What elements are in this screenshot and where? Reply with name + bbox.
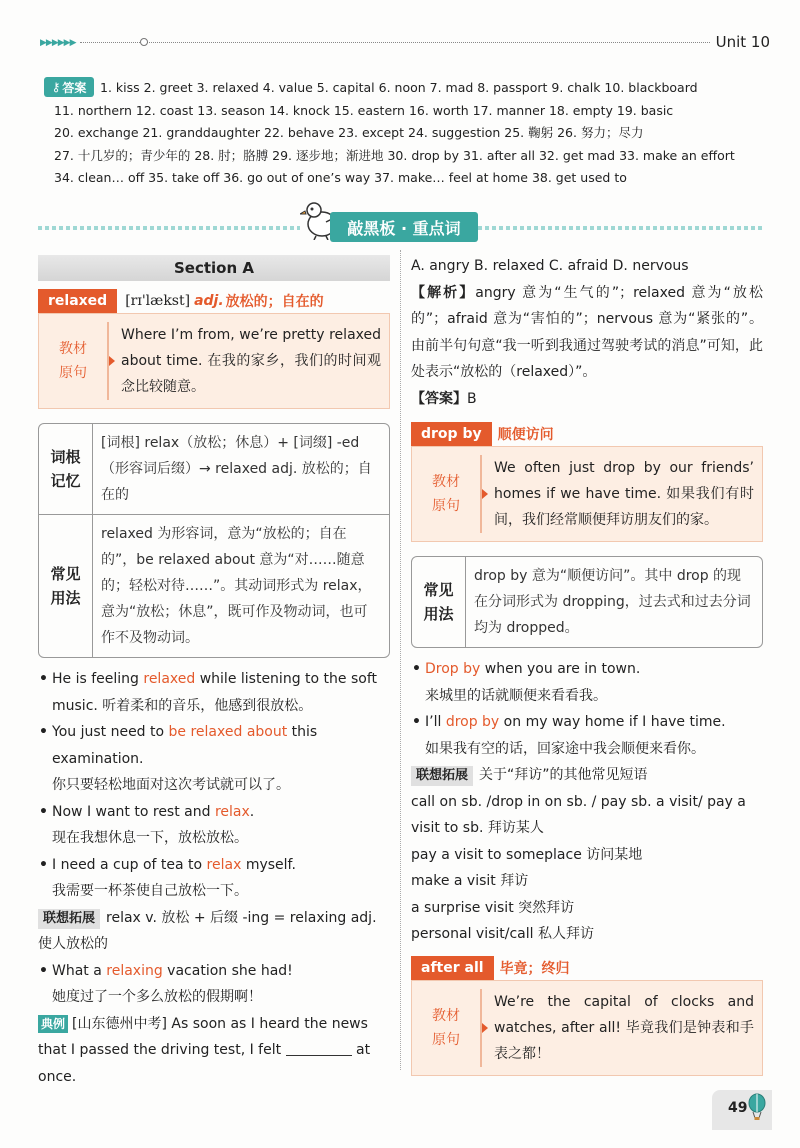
- memory-label-line: 词根: [50, 448, 81, 466]
- source-label: [412, 989, 482, 1067]
- source-label-line: 原句: [59, 365, 87, 381]
- phrase-item: a surprise visit 突然拜访: [411, 899, 575, 916]
- extension-text: 使人放松的: [38, 936, 108, 952]
- unit-label: Unit 10: [715, 33, 770, 51]
- word-tag: after all: [411, 956, 494, 980]
- example-translation: 我需要一杯茶使自己放松一下。: [52, 883, 248, 899]
- source-sentence-box: [411, 980, 763, 1076]
- header-divider: [80, 42, 710, 43]
- highlight-word: relax: [206, 856, 242, 873]
- word-pos: adj.: [194, 293, 224, 309]
- extension-tag: 联想拓展: [411, 766, 473, 786]
- usage-label: [39, 515, 93, 657]
- usage-row: [412, 557, 762, 647]
- usage-text: relaxed 为形容词，意为“放松的；自在的”，be relaxed about 意为“对……随意的；轻松对待……”。其动词形式为 relax，意为“放松；休息”，既可作及物动词，也可作不及物动词。: [101, 526, 372, 646]
- exam-question: [山东德州中考] As soon as I heard the news that I passed the driving test, I felt: [38, 1015, 368, 1058]
- exam-example: [38, 1011, 390, 1091]
- header-arrows-icon: ▶▶▶▶▶▶: [40, 38, 76, 48]
- word-meaning: 毕竟；终归: [499, 960, 570, 977]
- example-sentence: • You just need to be relaxed about this examination.: [38, 719, 390, 772]
- word-tag: drop by: [411, 422, 492, 446]
- balloon-icon: [748, 1093, 766, 1121]
- memory-text: [词根] relax（放松；休息）+ [词缀] -ed（形容词后缀）→ relaxed adj. 放松的；自在的: [101, 435, 372, 503]
- source-label-line: 教材: [432, 474, 460, 490]
- answer-value: B: [467, 390, 477, 407]
- usage-label-line: 用法: [50, 589, 81, 607]
- source-label: [39, 322, 109, 400]
- memory-label-line: 记忆: [50, 472, 81, 490]
- section-title: Section A: [38, 255, 390, 281]
- answer-badge-label: 答案: [62, 80, 87, 95]
- word-meaning: 放松的；自在的: [225, 294, 324, 310]
- source-label-line: 教材: [59, 341, 87, 357]
- highlight-word: relaxed: [143, 671, 196, 687]
- source-label: [412, 455, 482, 533]
- example-sentence: • What a relaxing vacation she had!: [38, 958, 390, 985]
- example-sentence: • Now I want to rest and relax.: [38, 799, 390, 826]
- example-sentence: • I’ll drop by on my way home if I have time.: [411, 709, 763, 736]
- example-list: [411, 656, 763, 948]
- phrase-item: pay a visit to someplace 访问某地: [411, 846, 643, 863]
- usage-label-line: 常见: [423, 581, 454, 599]
- usage-text: drop by 意为“顺便访问”。其中 drop 的现在分词形式为 dropping，过去式和过去分词均为 dropped。: [474, 568, 751, 636]
- phrase-item: call on sb. /drop in on sb. / pay sb. a visit/ pay a visit to sb. 拜访某人: [411, 793, 746, 836]
- answer-line: [411, 386, 763, 413]
- word-entry-header: [411, 422, 763, 446]
- analysis-tag: 【解析】: [411, 284, 476, 301]
- highlight-word: drop by: [445, 714, 500, 730]
- word-meaning: 顺便访问: [497, 427, 554, 443]
- memory-row: [39, 424, 389, 514]
- phrase-item: personal visit/call 私人拜访: [411, 926, 594, 942]
- highlight-word: Drop by: [425, 661, 481, 677]
- answer-list: [51, 78, 774, 191]
- answer-tag: 【答案】: [411, 390, 467, 407]
- section-banner: 敲黑板 · 重点词: [330, 212, 478, 242]
- answer-line: 11. northern 12. coast 13. season 14. knock 15. eastern 16. worth 17. manner 18. empty 19. basic: [54, 102, 674, 118]
- source-sentence-box: [38, 313, 390, 409]
- example-translation: 来城里的话就顺便来看看我。: [425, 687, 607, 704]
- page-number: 49: [728, 1100, 748, 1116]
- exam-options: A. angry B. relaxed C. afraid D. nervous: [411, 258, 689, 274]
- example-tag: 典例: [38, 1015, 68, 1033]
- extension-tag: 联想拓展: [38, 909, 100, 929]
- example-sentence: • I need a cup of tea to relax myself.: [38, 852, 390, 879]
- source-label-line: 原句: [432, 498, 460, 514]
- source-sentence: We often just drop by our friends’ homes if we have time. 如果我们有时间，我们经常顺便拜访朋友们的家。: [494, 460, 754, 528]
- left-column: [38, 255, 390, 1090]
- answer-line: 27. 十几岁的；青少年的 28. 肘；胳膊 29. 逐步地；渐进地 30. drop by 31. after all 32. get mad 33. make an effort: [54, 147, 735, 163]
- source-sentence-box: [411, 446, 763, 542]
- extension-line: [411, 762, 763, 789]
- right-column: [411, 255, 763, 1076]
- usage-label-line: 常见: [50, 565, 81, 583]
- word-tag: relaxed: [38, 289, 117, 313]
- exam-question-end: at once.: [38, 1042, 371, 1085]
- example-translation: 如果我有空的话，回家途中我会顺便来看你。: [425, 740, 705, 757]
- analysis-text: angry 意为“生气的”；relaxed 意为“放松的”；afraid 意为“害怕的”；nervous 意为“紧张的”。由前半句句意“我一听到我通过驾驶考试的消息”可知，此处表示“放松的（relaxed）”。: [411, 284, 763, 380]
- answer-line: 20. exchange 21. granddaughter 22. behave 23. except 24. suggestion 25. 鞠躬 26. 努力；尽力: [54, 125, 644, 140]
- example-sentence: • Drop by when you are in town.: [411, 656, 763, 683]
- usage-label-line: 用法: [423, 605, 454, 623]
- header-dot: [140, 38, 148, 46]
- phrase-item: make a visit 拜访: [411, 873, 529, 889]
- banner-line-left: [38, 226, 300, 230]
- info-box: [411, 556, 763, 648]
- source-label-line: 原句: [432, 1031, 460, 1048]
- example-sentence: • He is feeling relaxed while listening to the soft music. 听着柔和的音乐，他感到很放松。: [38, 666, 390, 719]
- info-box: [38, 423, 390, 658]
- usage-row: [39, 514, 389, 657]
- extension-text: 关于“拜访”的其他常见短语: [479, 767, 648, 783]
- word-entry-header: [411, 956, 763, 980]
- highlight-word: relaxing: [106, 962, 163, 979]
- source-label-line: 教材: [432, 1007, 460, 1024]
- banner-line-right: [478, 226, 763, 230]
- example-list: [38, 666, 390, 1090]
- source-sentence: Where I’m from, we’re pretty relaxed about time. 在我的家乡，我们的时间观念比较随意。: [121, 327, 381, 395]
- example-translation: 现在我想休息一下，放松放松。: [52, 830, 248, 846]
- key-icon: ⚷: [51, 80, 61, 94]
- example-translation: 她度过了一个多么放松的假期啊！: [52, 989, 262, 1005]
- example-translation: 你只要轻松地面对这次考试就可以了。: [52, 777, 290, 793]
- answer-line: 34. clean… off 35. take off 36. go out of one’s way 37. make… feel at home 38. get used to: [54, 170, 627, 185]
- extension-text: relax v. 放松 + 后缀 -ing = relaxing adj.: [106, 909, 377, 926]
- highlight-word: relax: [214, 803, 250, 820]
- pronunciation: [rɪ'lækst]: [125, 293, 191, 309]
- highlight-word: be relaxed about: [168, 724, 288, 740]
- column-divider: [400, 250, 401, 1070]
- memory-label: [39, 424, 93, 514]
- usage-label: [412, 557, 466, 647]
- answer-line: 1. kiss 2. greet 3. relaxed 4. value 5. capital 6. noon 7. mad 8. passport 9. chalk 10. blackboard: [100, 80, 698, 95]
- extension-line: [38, 905, 390, 932]
- word-entry-header: [38, 289, 390, 313]
- source-sentence: We’re the capital of clocks and watches, after all! 毕竟我们是钟表和手表之都！: [494, 993, 754, 1062]
- analysis: [411, 280, 763, 386]
- answer-blank: [286, 1042, 352, 1056]
